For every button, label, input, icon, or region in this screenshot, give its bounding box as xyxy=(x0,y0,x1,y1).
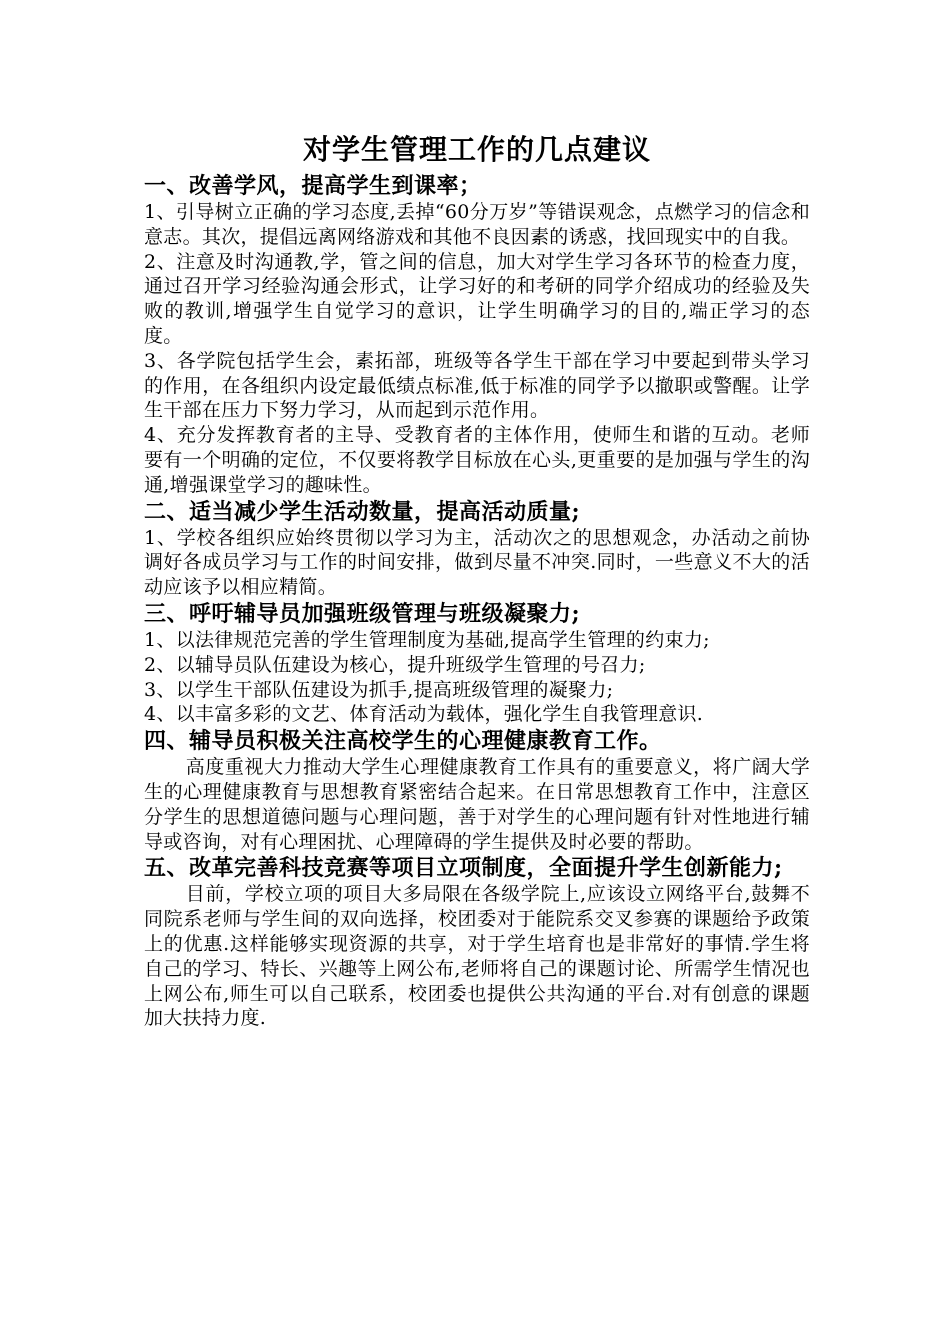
paragraph: 3、以学生干部队伍建设为抓手,提高班级管理的凝聚力; xyxy=(144,678,614,701)
section-2 xyxy=(144,498,810,600)
paragraph: 2、注意及时沟通教,学，管之间的信息，加大对学生学习各环节的检查力度，通过召开学习经验沟通会形式，让学习好的和考研的同学介绍成功的经验及失败的教训,增强学生自觉学习的意识，让学生明确学习的目的,端正学习的态度。 xyxy=(144,250,810,347)
paragraph: 3、各学院包括学生会，素拓部，班级等各学生干部在学习中要起到带头学习的作用，在各组织内设定最低绩点标准,低于标准的同学予以撤职或警醒。让学生干部在压力下努力学习，从而起到示范作用。 xyxy=(144,349,810,422)
paragraph: 目前，学校立项的项目大多局限在各级学院上,应该设立网络平台,鼓舞不同院系老师与学生间的双向选择，校团委对于能院系交叉参赛的课题给予政策上的优惠.这样能够实现资源的共享，对于学生培育也是非常好的事情.学生将自己的学习、特长、兴趣等上网公布,老师将自己的课题讨论、所需学生情况也上网公布,师生可以自己联系，校团委也提供公共沟通的平台.对有创意的课题加大扶持力度. xyxy=(144,883,810,1030)
paragraph: 1、以法律规范完善的学生管理制度为基础,提高学生管理的约束力; xyxy=(144,628,710,651)
paragraph: 4、以丰富多彩的文艺、体育活动为载体，强化学生自我管理意识. xyxy=(144,703,704,726)
document-page xyxy=(144,128,810,1031)
section-3 xyxy=(144,600,810,727)
paragraph: 高度重视大力推动大学生心理健康教育工作具有的重要意义，将广阔大学生的心理健康教育与思想教育紧密结合起来。在日常思想教育工作中，注意区分学生的思想道德问题与心理问题，善于对学生的心理问题有针对性地进行辅导或咨询，对有心理困扰、心理障碍的学生提供及时必要的帮助。 xyxy=(144,756,810,853)
section-heading: 四、辅导员积极关注高校学生的心理健康教育工作。 xyxy=(144,728,662,755)
section-heading: 三、呼吁辅导员加强班级管理与班级凝聚力; xyxy=(144,600,581,627)
section-heading: 五、改革完善科技竞赛等项目立项制度，全面提升学生创新能力; xyxy=(144,855,783,882)
paragraph: 4、充分发挥教育者的主导、受教育者的主体作用，使师生和谐的互动。老师要有一个明确的定位，不仅要将教学目标放在心头,更重要的是加强与学生的沟通,增强课堂学习的趣味性。 xyxy=(144,424,810,496)
section-heading: 二、适当减少学生活动数量，提高活动质量; xyxy=(144,498,581,525)
paragraph: 1、引导树立正确的学习态度,丢掉“60分万岁”等错误观念，点燃学习的信念和意志。其次，提倡远离网络游戏和其他不良因素的诱惑，找回现实中的自我。 xyxy=(144,201,810,248)
document-title: 对学生管理工作的几点建议 xyxy=(302,133,651,166)
paragraph: 1、学校各组织应始终贯彻以学习为主，活动次之的思想观念，办活动之前协调好各成员学习与工作的时间安排，做到尽量不冲突.同时，一些意义不大的活动应该予以相应精简。 xyxy=(144,526,810,599)
paragraph: 2、以辅导员队伍建设为核心，提升班级学生管理的号召力; xyxy=(144,653,646,676)
section-1 xyxy=(144,172,810,498)
section-heading: 一、改善学风，提高学生到课率； xyxy=(144,173,482,199)
section-5 xyxy=(144,854,810,1031)
section-4 xyxy=(144,727,810,854)
